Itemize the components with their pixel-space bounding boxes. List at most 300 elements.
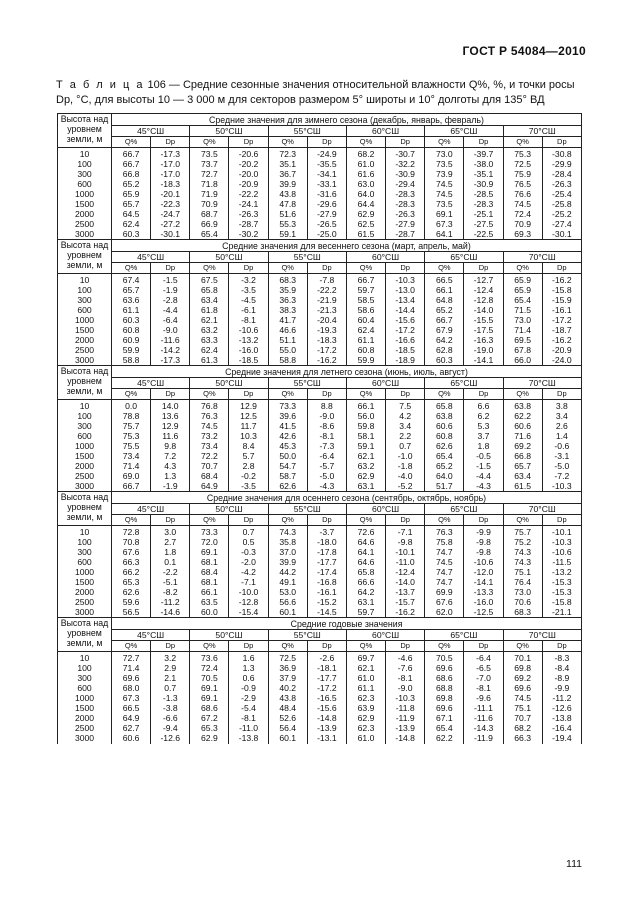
dewpoint-cell: 12.9	[229, 400, 268, 412]
humidity-cell: 69.6	[425, 703, 464, 713]
humidity-cell: 66.5	[425, 274, 464, 286]
dewpoint-cell: -28.4	[542, 169, 581, 179]
dewpoint-cell: -12.7	[464, 274, 503, 286]
humidity-cell: 51.1	[268, 335, 307, 345]
latitude-header: 50°СШ	[190, 378, 268, 389]
dewpoint-cell: -8.1	[229, 315, 268, 325]
dewpoint-cell: -3.7	[307, 526, 346, 538]
dewpoint-cell: -15.6	[386, 315, 425, 325]
humidity-cell: 63.9	[346, 703, 385, 713]
humidity-cell: 62.0	[425, 607, 464, 618]
humidity-cell: 70.7	[503, 713, 542, 723]
dewpoint-cell: -15.7	[386, 597, 425, 607]
humidity-cell: 59.6	[112, 597, 151, 607]
humidity-cell: 75.7	[112, 421, 151, 431]
dewpoint-cell: -39.7	[464, 148, 503, 160]
humidity-cell: 74.5	[425, 557, 464, 567]
dewpoint-cell: -10.6	[464, 557, 503, 567]
humidity-cell: 50.0	[268, 451, 307, 461]
dewpoint-cell: -28.7	[386, 229, 425, 240]
dewpoint-cell: -11.2	[151, 597, 190, 607]
humidity-cell: 72.2	[190, 451, 229, 461]
humidity-cell: 36.9	[268, 663, 307, 673]
humidity-cell: 62.3	[346, 693, 385, 703]
humidity-column-header: Q%	[503, 137, 542, 148]
altitude-cell: 1500	[58, 451, 112, 461]
altitude-cell: 1500	[58, 325, 112, 335]
dewpoint-cell: -3.5	[229, 285, 268, 295]
humidity-cell: 64.6	[346, 557, 385, 567]
humidity-column-header: Q%	[190, 641, 229, 652]
altitude-column-header: Высота над уровнем земли, м	[58, 240, 112, 274]
season-title: Средние значения для весеннего сезона (март, апрель, май)	[112, 240, 582, 252]
dewpoint-cell: -9.0	[151, 325, 190, 335]
dewpoint-cell: -1.3	[151, 693, 190, 703]
dewpoint-cell: 1.4	[542, 431, 581, 441]
dewpoint-cell: -17.0	[151, 169, 190, 179]
altitude-cell: 1000	[58, 189, 112, 199]
humidity-cell: 66.7	[425, 315, 464, 325]
humidity-cell: 65.3	[112, 577, 151, 587]
dewpoint-cell: -4.3	[464, 481, 503, 492]
humidity-cell: 51.6	[268, 209, 307, 219]
humidity-cell: 42.6	[268, 431, 307, 441]
humidity-cell: 56.0	[346, 411, 385, 421]
latitude-header: 45°СШ	[112, 378, 190, 389]
humidity-cell: 68.4	[190, 471, 229, 481]
humidity-cell: 62.1	[190, 315, 229, 325]
humidity-column-header: Q%	[190, 263, 229, 274]
latitude-header: 65°СШ	[425, 504, 503, 515]
humidity-cell: 70.8	[112, 537, 151, 547]
humidity-column-header: Q%	[503, 515, 542, 526]
humidity-cell: 64.9	[112, 713, 151, 723]
humidity-cell: 67.5	[190, 274, 229, 286]
table-row	[58, 713, 582, 723]
humidity-cell: 58.5	[346, 295, 385, 305]
table-row	[58, 451, 582, 461]
dewpoint-cell: -4.2	[229, 567, 268, 577]
dewpoint-cell: -20.6	[229, 148, 268, 160]
humidity-column-header: Q%	[425, 389, 464, 400]
latitude-header: 50°СШ	[190, 252, 268, 263]
humidity-cell: 61.0	[346, 733, 385, 744]
dewpoint-cell: -30.1	[542, 229, 581, 240]
dewpoint-cell: -27.2	[151, 219, 190, 229]
dewpoint-cell: -10.0	[229, 587, 268, 597]
table-row	[58, 148, 582, 160]
humidity-cell: 73.4	[190, 441, 229, 451]
humidity-cell: 63.8	[503, 400, 542, 412]
dewpoint-cell: -10.6	[229, 325, 268, 335]
humidity-cell: 65.2	[425, 461, 464, 471]
humidity-cell: 76.4	[503, 577, 542, 587]
humidity-cell: 61.0	[346, 673, 385, 683]
humidity-cell: 73.3	[268, 400, 307, 412]
humidity-cell: 76.8	[190, 400, 229, 412]
humidity-cell: 75.1	[503, 703, 542, 713]
dewpoint-cell: -3.1	[542, 451, 581, 461]
dewpoint-cell: -26.5	[307, 219, 346, 229]
dewpoint-cell: 2.1	[151, 673, 190, 683]
humidity-column-header: Q%	[268, 641, 307, 652]
dewpoint-cell: -18.5	[386, 345, 425, 355]
dewpoint-cell: -1.0	[386, 451, 425, 461]
dewpoint-cell: 11.6	[151, 431, 190, 441]
dewpoint-column-header: Dр	[229, 641, 268, 652]
dewpoint-column-header: Dр	[542, 137, 581, 148]
latitude-header: 55°СШ	[268, 252, 346, 263]
humidity-cell: 41.7	[268, 315, 307, 325]
dewpoint-column-header: Dр	[307, 263, 346, 274]
dewpoint-cell: -13.2	[542, 567, 581, 577]
dewpoint-cell: 1.8	[464, 441, 503, 451]
dewpoint-cell: -4.6	[386, 652, 425, 664]
dewpoint-cell: -16.2	[386, 607, 425, 618]
humidity-cell: 54.7	[268, 461, 307, 471]
dewpoint-cell: -15.4	[229, 607, 268, 618]
humidity-cell: 65.4	[503, 295, 542, 305]
dewpoint-cell: -5.1	[151, 577, 190, 587]
dewpoint-cell: 5.7	[229, 451, 268, 461]
dewpoint-cell: -7.0	[464, 673, 503, 683]
humidity-cell: 66.5	[112, 703, 151, 713]
dewpoint-cell: 8.8	[307, 400, 346, 412]
altitude-column-header: Высота над уровнем земли, м	[58, 114, 112, 148]
dewpoint-cell: -1.5	[464, 461, 503, 471]
humidity-cell: 67.9	[425, 325, 464, 335]
humidity-cell: 62.5	[346, 219, 385, 229]
humidity-cell: 60.1	[268, 733, 307, 744]
humidity-column-header: Q%	[425, 263, 464, 274]
latitude-header: 70°СШ	[503, 126, 581, 137]
humidity-cell: 75.1	[503, 567, 542, 577]
humidity-cell: 0.0	[112, 400, 151, 412]
humidity-cell: 65.8	[346, 567, 385, 577]
humidity-column-header: Q%	[425, 515, 464, 526]
table-row	[58, 557, 582, 567]
humidity-cell: 66.7	[112, 148, 151, 160]
dewpoint-cell: -4.4	[151, 305, 190, 315]
dewpoint-cell: -13.2	[229, 335, 268, 345]
dewpoint-cell: -16.0	[229, 345, 268, 355]
dewpoint-cell: -2.0	[229, 557, 268, 567]
humidity-cell: 62.9	[346, 713, 385, 723]
humidity-cell: 36.7	[268, 169, 307, 179]
dewpoint-cell: -7.6	[386, 663, 425, 673]
humidity-cell: 41.5	[268, 421, 307, 431]
dewpoint-cell: -12.8	[464, 295, 503, 305]
humidity-cell: 60.8	[112, 325, 151, 335]
dewpoint-cell: -17.2	[386, 325, 425, 335]
humidity-cell: 70.9	[503, 219, 542, 229]
humidity-cell: 70.1	[503, 652, 542, 664]
dewpoint-cell: 1.3	[229, 663, 268, 673]
dewpoint-cell: -0.9	[229, 683, 268, 693]
dewpoint-column-header: Dр	[386, 263, 425, 274]
table-row	[58, 305, 582, 315]
table-row	[58, 179, 582, 189]
dewpoint-cell: -30.1	[151, 229, 190, 240]
dewpoint-cell: -17.2	[542, 315, 581, 325]
humidity-cell: 65.2	[425, 305, 464, 315]
humidity-cell: 68.8	[425, 683, 464, 693]
season-title: Средние значения для зимнего сезона (декабрь, январь, февраль)	[112, 114, 582, 126]
table-row	[58, 345, 582, 355]
latitude-header: 60°СШ	[346, 252, 424, 263]
dewpoint-cell: -14.1	[464, 577, 503, 587]
table-row	[58, 159, 582, 169]
humidity-cell: 74.7	[425, 547, 464, 557]
dewpoint-cell: -8.1	[386, 673, 425, 683]
dewpoint-cell: -17.8	[307, 547, 346, 557]
dewpoint-cell: 3.4	[542, 411, 581, 421]
dewpoint-cell: -1.5	[151, 274, 190, 286]
table-row	[58, 526, 582, 538]
humidity-column-header: Q%	[112, 263, 151, 274]
dewpoint-cell: -6.4	[151, 315, 190, 325]
dewpoint-cell: 3.2	[151, 652, 190, 664]
humidity-cell: 63.0	[346, 179, 385, 189]
humidity-cell: 74.5	[190, 421, 229, 431]
table-row	[58, 431, 582, 441]
humidity-cell: 65.9	[503, 274, 542, 286]
table-row	[58, 274, 582, 286]
dewpoint-cell: -27.9	[307, 209, 346, 219]
humidity-cell: 75.5	[112, 441, 151, 451]
humidity-cell: 71.5	[503, 305, 542, 315]
humidity-cell: 39.9	[268, 557, 307, 567]
dewpoint-cell: -29.9	[542, 159, 581, 169]
latitude-header: 65°СШ	[425, 378, 503, 389]
table-row	[58, 587, 582, 597]
dewpoint-column-header: Dр	[542, 263, 581, 274]
dewpoint-cell: -28.3	[386, 189, 425, 199]
dewpoint-column-header: Dр	[151, 137, 190, 148]
dewpoint-cell: -29.6	[307, 199, 346, 209]
dewpoint-cell: -16.4	[542, 723, 581, 733]
altitude-cell: 2500	[58, 219, 112, 229]
dewpoint-cell: -0.3	[229, 547, 268, 557]
dewpoint-cell: -17.2	[307, 345, 346, 355]
humidity-cell: 61.1	[112, 305, 151, 315]
dewpoint-cell: -0.5	[464, 451, 503, 461]
dewpoint-column-header: Dр	[542, 389, 581, 400]
humidity-cell: 69.7	[346, 652, 385, 664]
dewpoint-cell: -11.8	[386, 703, 425, 713]
humidity-cell: 63.6	[112, 295, 151, 305]
humidity-cell: 65.7	[503, 461, 542, 471]
latitude-header: 70°СШ	[503, 378, 581, 389]
table-row	[58, 673, 582, 683]
humidity-cell: 73.9	[425, 169, 464, 179]
humidity-cell: 69.5	[503, 335, 542, 345]
dewpoint-cell: -7.2	[542, 471, 581, 481]
humidity-cell: 66.1	[190, 587, 229, 597]
humidity-cell: 60.1	[268, 607, 307, 618]
dewpoint-cell: -5.2	[386, 481, 425, 492]
humidity-cell: 64.5	[112, 209, 151, 219]
caption-text: 106 — Средние сезонные значения относительной влажности Q%, %, и точки росы Dр, °С, для высоты 10 — 3 000 м для секторов размером 5° широты и 10° долготы для 135° ВД	[56, 79, 575, 106]
dewpoint-cell: -8.9	[542, 673, 581, 683]
dewpoint-column-header: Dр	[307, 641, 346, 652]
dewpoint-cell: 3.7	[464, 431, 503, 441]
dewpoint-cell: -8.2	[151, 587, 190, 597]
humidity-cell: 35.1	[268, 159, 307, 169]
humidity-column-header: Q%	[268, 263, 307, 274]
humidity-column-header: Q%	[190, 389, 229, 400]
table-row	[58, 723, 582, 733]
dewpoint-cell: -17.7	[307, 557, 346, 567]
humidity-cell: 73.0	[503, 587, 542, 597]
humidity-cell: 67.3	[425, 219, 464, 229]
dewpoint-cell: -35.5	[307, 159, 346, 169]
altitude-cell: 100	[58, 411, 112, 421]
humidity-cell: 69.0	[112, 471, 151, 481]
humidity-cell: 61.6	[346, 169, 385, 179]
dewpoint-cell: -14.5	[307, 607, 346, 618]
table-row	[58, 169, 582, 179]
humidity-cell: 62.6	[425, 441, 464, 451]
humidity-cell: 59.1	[346, 441, 385, 451]
dewpoint-cell: -2.6	[307, 652, 346, 664]
dewpoint-cell: -10.3	[386, 274, 425, 286]
humidity-column-header: Q%	[503, 641, 542, 652]
humidity-cell: 72.5	[503, 159, 542, 169]
altitude-cell: 2500	[58, 597, 112, 607]
humidity-cell: 64.8	[425, 295, 464, 305]
humidity-cell: 55.3	[268, 219, 307, 229]
dewpoint-cell: -2.2	[151, 567, 190, 577]
dewpoint-cell: -11.1	[464, 703, 503, 713]
humidity-cell: 75.2	[503, 537, 542, 547]
altitude-cell: 3000	[58, 481, 112, 492]
dewpoint-cell: -9.8	[386, 537, 425, 547]
dewpoint-cell: -24.1	[229, 199, 268, 209]
humidity-cell: 48.4	[268, 703, 307, 713]
humidity-cell: 58.8	[112, 355, 151, 366]
humidity-cell: 72.7	[112, 652, 151, 664]
humidity-column-header: Q%	[112, 137, 151, 148]
humidity-cell: 65.4	[190, 229, 229, 240]
dewpoint-cell: -7.1	[229, 577, 268, 587]
dewpoint-cell: -18.5	[229, 355, 268, 366]
dewpoint-cell: 7.2	[151, 451, 190, 461]
humidity-cell: 56.6	[268, 597, 307, 607]
humidity-cell: 67.6	[425, 597, 464, 607]
humidity-cell: 69.9	[425, 587, 464, 597]
dewpoint-cell: -14.0	[464, 305, 503, 315]
season-table	[57, 239, 582, 366]
dewpoint-cell: -25.0	[307, 229, 346, 240]
humidity-cell: 62.7	[112, 723, 151, 733]
dewpoint-cell: -14.0	[386, 577, 425, 587]
humidity-cell: 55.0	[268, 345, 307, 355]
dewpoint-cell: -9.9	[542, 683, 581, 693]
humidity-cell: 73.5	[425, 199, 464, 209]
dewpoint-column-header: Dр	[386, 641, 425, 652]
dewpoint-cell: -15.3	[542, 577, 581, 587]
dewpoint-cell: -16.1	[307, 587, 346, 597]
humidity-cell: 64.0	[346, 189, 385, 199]
humidity-cell: 61.0	[346, 159, 385, 169]
dewpoint-column-header: Dр	[386, 515, 425, 526]
dewpoint-cell: -27.9	[386, 219, 425, 229]
dewpoint-cell: -22.2	[307, 285, 346, 295]
humidity-cell: 69.2	[503, 441, 542, 451]
table-row	[58, 663, 582, 673]
humidity-cell: 69.3	[503, 229, 542, 240]
dewpoint-cell: -20.2	[229, 159, 268, 169]
dewpoint-cell: -12.5	[464, 607, 503, 618]
table-caption	[56, 78, 586, 108]
dewpoint-cell: 7.5	[386, 400, 425, 412]
humidity-cell: 62.9	[190, 733, 229, 744]
dewpoint-cell: -16.5	[307, 693, 346, 703]
dewpoint-cell: 3.4	[386, 421, 425, 431]
dewpoint-cell: -29.4	[386, 179, 425, 189]
humidity-cell: 63.5	[190, 597, 229, 607]
humidity-cell: 61.3	[190, 355, 229, 366]
humidity-column-header: Q%	[346, 263, 385, 274]
humidity-cell: 71.4	[503, 325, 542, 335]
humidity-cell: 64.1	[346, 547, 385, 557]
altitude-cell: 2000	[58, 587, 112, 597]
dewpoint-cell: -2.9	[229, 693, 268, 703]
humidity-cell: 49.1	[268, 577, 307, 587]
dewpoint-cell: -8.4	[542, 663, 581, 673]
dewpoint-cell: -30.9	[464, 179, 503, 189]
dewpoint-cell: -27.5	[464, 219, 503, 229]
dewpoint-cell: -30.8	[542, 148, 581, 160]
dewpoint-cell: -18.3	[151, 179, 190, 189]
altitude-cell: 300	[58, 169, 112, 179]
humidity-cell: 67.6	[112, 547, 151, 557]
dewpoint-cell: -16.2	[542, 335, 581, 345]
dewpoint-column-header: Dр	[464, 515, 503, 526]
dewpoint-cell: -10.6	[542, 547, 581, 557]
humidity-cell: 69.6	[425, 663, 464, 673]
dewpoint-cell: -14.3	[464, 723, 503, 733]
humidity-cell: 56.4	[268, 723, 307, 733]
altitude-cell: 1500	[58, 703, 112, 713]
table-row	[58, 567, 582, 577]
dewpoint-cell: -14.6	[151, 607, 190, 618]
dewpoint-cell: -30.7	[386, 148, 425, 160]
humidity-cell: 63.1	[346, 597, 385, 607]
humidity-cell: 64.6	[346, 537, 385, 547]
humidity-cell: 67.4	[112, 274, 151, 286]
humidity-cell: 59.1	[268, 229, 307, 240]
dewpoint-cell: -18.3	[307, 335, 346, 345]
dewpoint-column-header: Dр	[151, 389, 190, 400]
humidity-column-header: Q%	[425, 641, 464, 652]
dewpoint-cell: -6.5	[464, 663, 503, 673]
dewpoint-cell: -12.6	[542, 703, 581, 713]
dewpoint-cell: 4.2	[386, 411, 425, 421]
humidity-cell: 61.1	[346, 335, 385, 345]
humidity-cell: 68.2	[346, 148, 385, 160]
dewpoint-cell: -9.9	[464, 526, 503, 538]
dewpoint-cell: -22.3	[151, 199, 190, 209]
table-row	[58, 400, 582, 412]
dewpoint-cell: -4.4	[464, 471, 503, 481]
humidity-cell: 66.2	[112, 567, 151, 577]
dewpoint-cell: 6.2	[464, 411, 503, 421]
dewpoint-column-header: Dр	[307, 137, 346, 148]
dewpoint-cell: -30.2	[229, 229, 268, 240]
altitude-cell: 300	[58, 673, 112, 683]
